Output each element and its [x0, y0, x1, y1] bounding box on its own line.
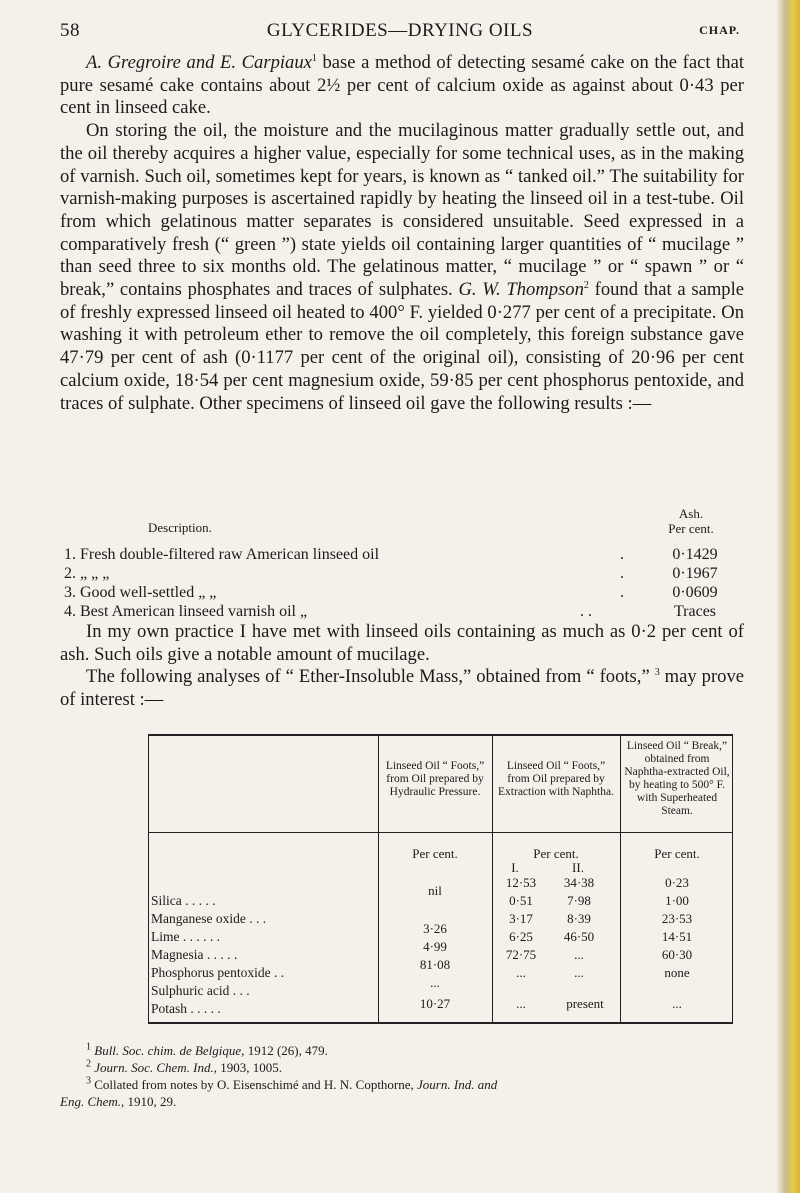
column-header-break: Linseed Oil “ Break,” obtained from Naphtha-extracted Oil, by heating to 500° F. with Superheated Steam. [624, 740, 730, 817]
cell-magnesia-c1: 4·99 [423, 939, 447, 954]
page-edge-decoration [776, 0, 800, 1193]
footnotes [60, 1041, 766, 1110]
ash-heading: Ash. Per cent. [668, 506, 714, 536]
ash-table-header [60, 506, 744, 546]
row-label-phosphorus: Phosphorus pentoxide . . [151, 965, 285, 980]
table-divider-1 [148, 734, 149, 1024]
cell-phosphorus-c2b: ... [574, 947, 584, 962]
cell-silica-c3: 0·23 [665, 875, 689, 890]
cell-sulphuric-c2a: ... [516, 965, 526, 980]
author-thompson: G. W. Thompson [458, 279, 584, 301]
cell-manganese-c3: 1·00 [665, 893, 689, 908]
cell-phosphorus-c2a: 72·75 [505, 947, 537, 962]
unit-col1: Per cent. [412, 846, 458, 861]
paragraph-4: The following analyses of “ Ether-Insoluble Mass,” obtained from “ foots,” $^3$ may prove of interest :— [60, 666, 744, 711]
cell-potash-c3: ... [672, 996, 682, 1011]
cell-sulphuric-c2b: ... [574, 965, 584, 980]
body-text-upper [60, 52, 744, 415]
cell-lime-c1: 3·26 [423, 921, 447, 936]
ash-row: 1. Fresh double-filtered raw American linseed oil . 0·1429 [64, 546, 718, 563]
table-divider-5 [732, 734, 733, 1024]
paragraph-3: In my own practice I have met with linseed oils containing as much as 0·2 per cent of ash. Such oils give a notable amount of mucilage. [60, 621, 744, 665]
table-divider-3 [492, 734, 493, 1024]
footnote-3-continued: Eng. Chem., 1910, 29. [60, 1094, 177, 1109]
cell-potash-c2b: present [566, 996, 604, 1011]
cell-lime-c3: 23·53 [661, 911, 693, 926]
row-label-potash: Potash . . . . . [151, 1001, 221, 1016]
cell-silica-c2b: 34·38 [563, 875, 595, 890]
cell-potash-c2a: ... [516, 996, 526, 1011]
column-header-naphtha: Linseed Oil “ Foots,” from Oil prepared by Extraction with Naphtha. [498, 760, 614, 798]
ash-results-table [60, 506, 744, 622]
row-label-silica: Silica . . . . . [151, 893, 216, 908]
running-header [60, 20, 740, 44]
row-label-sulphuric: Sulphuric acid . . . [151, 983, 250, 998]
cell-phosphorus-c3: 60·30 [661, 947, 693, 962]
body-text-middle [60, 621, 744, 712]
footnote-ref-1: 1 [311, 52, 317, 64]
chapter-label: CHAP. [699, 23, 740, 37]
author-gregroire: A. Gregroire and E. Carpiaux [86, 52, 312, 73]
cell-manganese-c2a: 0·51 [509, 893, 533, 908]
footnote-ref-2: 2 [583, 279, 589, 291]
cell-sulphuric-c3: none [664, 965, 690, 980]
row-label-magnesia: Magnesia . . . . . [151, 947, 238, 962]
page-number: 58 [60, 20, 80, 41]
unit-col2: Per cent. [533, 846, 579, 861]
description-heading: Description. [148, 520, 212, 535]
cell-lime-c2a: 3·17 [509, 911, 533, 926]
cell-magnesia-c2b: 46·50 [563, 929, 595, 944]
row-label-lime: Lime . . . . . . [151, 929, 220, 944]
unit-col3: Per cent. [654, 846, 700, 861]
cell-manganese-c2b: 7·98 [567, 893, 591, 908]
table-top-rule [148, 734, 732, 736]
subhead-ii: II. [572, 860, 584, 875]
cell-magnesia-c2a: 6·25 [509, 929, 533, 944]
table-header-rule [148, 832, 732, 833]
cell-lime-c2b: 8·39 [567, 911, 591, 926]
row-label-manganese: Manganese oxide . . . [151, 911, 267, 926]
footnote-2: $^2$ Journ. Soc. Chem. Ind., 1903, 1005. [86, 1058, 283, 1075]
cell-silica-c2a: 12·53 [505, 875, 537, 890]
cell-magnesia-c3: 14·51 [661, 929, 693, 944]
paragraph-1: A. Gregroire and E. Carpiaux$^1$ base a method of detecting sesamé cake on the fact that pure sesamé cake contains about 2½ per cent of calcium oxide as against about 0·43 per cent in linseed cake. [60, 52, 744, 119]
table-divider-2 [378, 734, 379, 1024]
cell-sulphuric-c1: ... [430, 975, 440, 990]
footnote-3: $^3$ Collated from notes by O. Eisenschimé and H. N. Copthorne, Journ. Ind. and [86, 1075, 498, 1092]
running-title: GLYCERIDES—DRYING OILS [266, 20, 534, 41]
ash-row: 2. „ „ „ . 0·1967 [64, 565, 718, 582]
footnote-ref-3: 3 [654, 667, 660, 679]
footnote-1: $^1$ Bull. Soc. chim. de Belgique, 1912 (26), 479. [86, 1041, 328, 1058]
cell-silica-c1: nil [428, 883, 442, 898]
ash-row: 3. Good well-settled „ „ . 0·0609 [64, 584, 718, 601]
table-bottom-rule [148, 1022, 732, 1024]
cell-phosphorus-c1: 81·08 [419, 957, 451, 972]
table-divider-4 [620, 734, 621, 1024]
cell-potash-c1: 10·27 [419, 996, 451, 1011]
paragraph-2: On storing the oil, the moisture and the mucilaginous matter gradually settle out, and the oil thereby acquires a higher value, especially for some technical uses, as in the making of varnish. Such oil, sometimes kept for years, is known as “ tanked oil.” The suitability for varnish-making purposes is ascertained rapidly by heating the linseed oil in a test-tube. Oil from which gelatinous matter separates is considered unsuitable. Seed expressed in a comparatively fresh (“ green ”) state yields oil containing larger quantities of “ mucilage ” than seed three to six months old. The gelatinous matter, “ mucilage ” or “ spawn ” or “ break,” contains phosphates and traces of sulphates. G. W. Thompson$^2$ found that a sample of freshly expressed linseed oil heated to 400° F. yielded 0·277 per cent of a precipitate. On washing it with petroleum ether to remove the oil completely, this foreign substance gave 47·79 per cent of ash (0·1177 per cent of the original oil), consisting of 20·96 per cent calcium oxide, 18·54 per cent magnesium oxide, 59·85 per cent phosphorus pentoxide, and traces of sulphate. Other specimens of linseed oil gave the following results :— [60, 120, 745, 414]
column-header-hydraulic: Linseed Oil “ Foots,” from Oil prepared by Hydraulic Pressure. [385, 760, 485, 798]
ash-row: 4. Best American linseed varnish oil „ . . Traces [64, 603, 717, 620]
subhead-i: I. [511, 860, 519, 875]
